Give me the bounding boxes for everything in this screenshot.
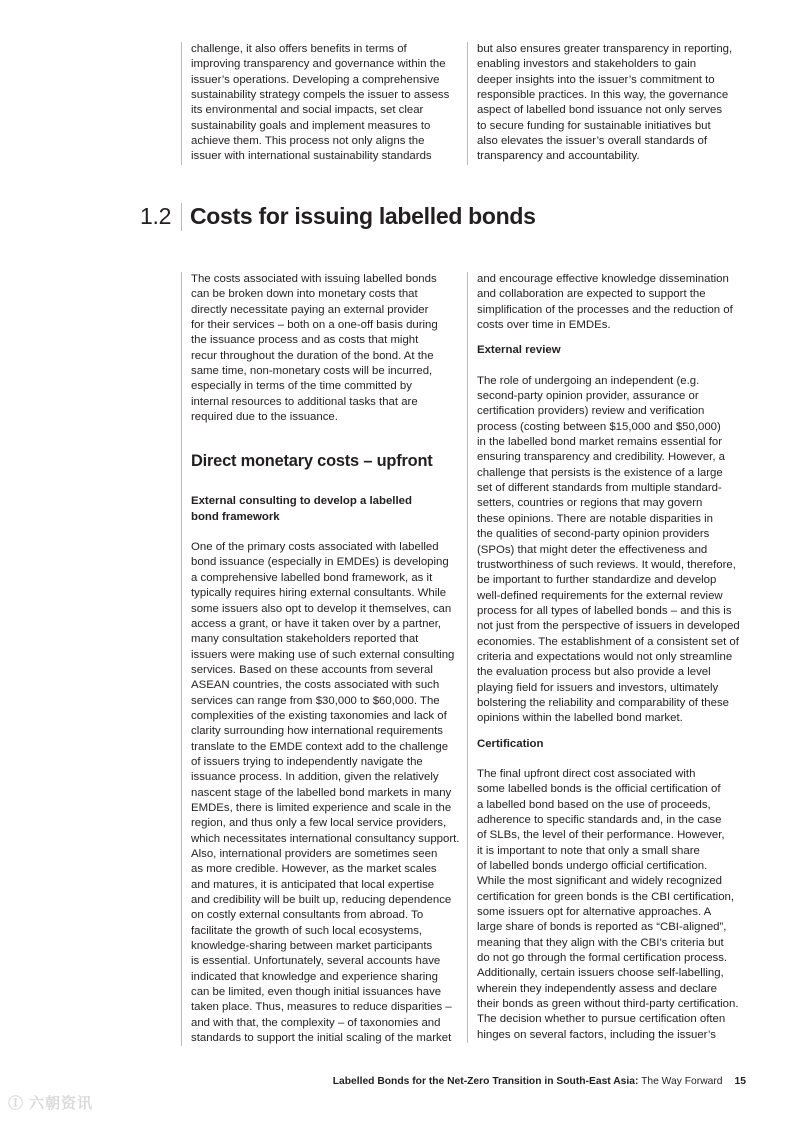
direct-costs-heading: Direct monetary costs – upfront	[191, 452, 433, 471]
consulting-paragraph: One of the primary costs associated with labelled bond issuance (especially in EMDEs) is developing a comprehensive labelled bond framework, as it typically requires hiring external consultants. While some issuers also opt to develop it themselves, can access a grant, or have it taken over by a partner, many consultation stakeholders reported that issuers were making use of such external consulting services. Based on these accounts from several ASEAN countries, the costs associated with such services can range from $30,000 to $60,000. The complexities of the existing taxonomies and lack of clarity surrounding how international requirements translate to the EMDE context add to the challenge of issuers trying to independently navigate the issuance process. In addition, given the relatively nascent stage of the labelled bond markets in many EMDEs, there is limited experience and scale in the region, and thus only a few local service providers, which necessitates international consultancy support. Also, international providers are sometimes seen as more credible. However, as the market scales and matures, it is anticipated that local expertise and credibility will be built up, reducing dependence on costly external consultants from abroad. To facilitate the growth of such local ecosystems, knowledge-sharing between market participants is essential. Unfortunately, several accounts have indicated that knowledge and experience sharing can be limited, even though initial issuances have taken place. Thus, measures to reduce disparities – and with that, the complexity – of taxonomies and standards to support the initial scaling of the market	[191, 541, 460, 1045]
external-review-heading: External review	[477, 344, 561, 357]
page-number: 15	[734, 1076, 746, 1087]
costs-intro-paragraph: The costs associated with issuing labelled bonds can be broken down into monetary costs that directly necessitate paying an external provider for their services – both on a one-off basis during the issuance process and as costs that might recur throughout the duration of the bond. At the same time, non-monetary costs will be incurred, especially in terms of the time committed by internal resources to additional tasks that are required due to the issuance.	[191, 273, 438, 424]
external-review-paragraph: The role of undergoing an independent (e.g. second-party opinion provider, assurance or certification providers) review and verification process (costing between $15,000 and $50,000) in the labelled bond market remains essential for ensuring transparency and credibility. However, a challenge that persists is the existence of a large set of different standards from multiple standard- setters, countries or regions that may govern these opinions. There are notable disparities in the qualities of second-party opinion providers (SPOs) that might deter the effectiveness and trustworthiness of such reviews. It would, therefore, be important to further standardize and develop well-defined requirements for the external review process for all types of labelled bonds – and this is not just from the perspective of issuers in developed economies. The establishment of a consistent set of criteria and expectations would not only streamline the evaluation process but also provide a level playing field for issuers and investors, ultimately bolstering the reliability and comparability of these opinions within the labelled bond market.	[477, 374, 740, 725]
right-intro-paragraph: and encourage effective knowledge dissemination and collaboration are expected to support the simplification of the processes and the reduction of costs over time in EMDEs.	[477, 273, 733, 332]
left-column	[181, 272, 466, 1046]
certification-heading: Certification	[477, 737, 544, 750]
footer-title-bold: Labelled Bonds for the Net-Zero Transition in South-East Asia:	[332, 1076, 639, 1087]
section-title: Costs for issuing labelled bonds	[190, 203, 536, 229]
consulting-heading: External consulting to develop a labelled bond framework	[191, 495, 412, 523]
watermark: Ⓘ 六朝资讯	[8, 1095, 94, 1112]
top-right-column	[467, 42, 757, 165]
top-left-column	[181, 42, 466, 165]
top-right-paragraph: but also ensures greater transparency in reporting, enabling investors and stakeholders to gain deeper insights into the issuer’s commitment to responsible practices. In this way, the governance aspect of labelled bond issuance not only serves to secure funding for sustainable initiatives but also elevates the issuer’s overall standards of transparency and accountability.	[477, 43, 733, 163]
section-divider	[181, 203, 182, 231]
right-column	[467, 272, 757, 1043]
footer-title-regular: The Way Forward	[638, 1076, 723, 1087]
section-number: 1.2	[140, 203, 172, 229]
certification-paragraph: The final upfront direct cost associated with some labelled bonds is the official certification of a labelled bond based on the use of proceeds, adherence to specific standards and, in the case of SLBs, the level of their performance. However, it is important to note that only a small share of labelled bonds undergo official certification. While the most significant and widely recognized certification for green bonds is the CBI certification, some issuers opt for alternative approaches. A large share of bonds is reported as “CBI-aligned”, meaning that they align with the CBI’s criteria but do not go through the formal certification process. Additionally, certain issuers choose self-labelling, wherein they independently assess and declare their bonds as green without third-party certification. The decision whether to pursue certification often hinges on several factors, including the issuer’s	[477, 767, 739, 1041]
page-footer	[333, 1075, 746, 1089]
top-left-paragraph: challenge, it also offers benefits in terms of improving transparency and governance within the issuer’s operations. Developing a comprehensive sustainability strategy compels the issuer to assess its environmental and social impacts, set clear sustainability goals and implement measures to achieve them. This process not only aligns the issuer with international sustainability standards	[191, 43, 450, 163]
